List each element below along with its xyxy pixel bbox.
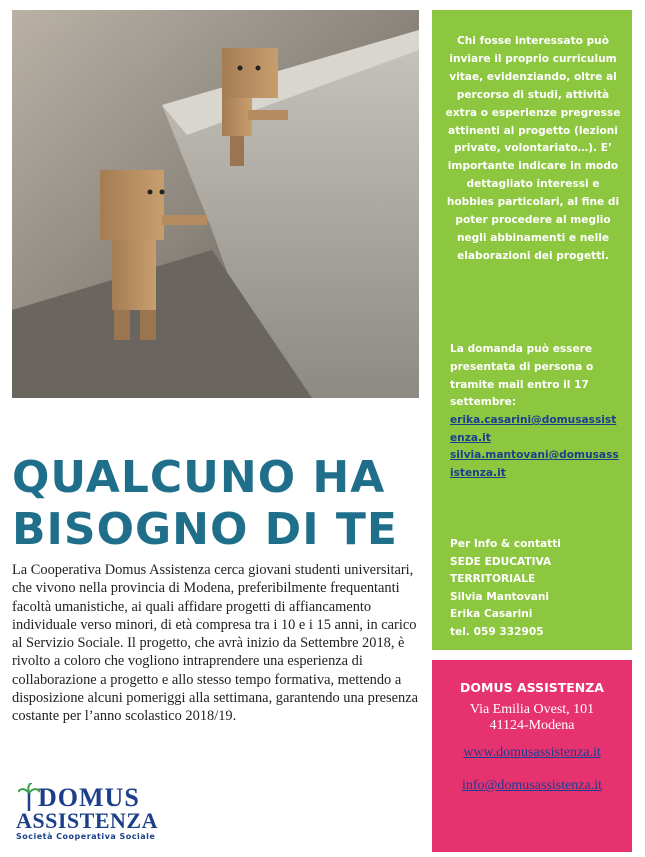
contact-name-1: Silvia Mantovani: [450, 590, 550, 603]
email-link-silvia[interactable]: silvia.mantovani@domusassistenza.it: [450, 449, 619, 479]
contact-name-2: Erika Casarini: [450, 608, 533, 621]
address-street: Via Emilia Ovest, 101: [469, 702, 595, 717]
headline: [12, 452, 422, 556]
domus-logo: [16, 783, 166, 843]
info-panel: [432, 10, 632, 650]
application-intro: Chi fosse interessato può inviare il proprio curriculum vitae, evidenziando, oltre al percorso di studi, attività extra o esperienze pregresse attinenti al progetto (lezioni private, volontariato…). E’ importante indicare in modo dettagliato interessi e hobbies particolari, al fine di poter procedere al meglio negli abbinamenti e nelle elaborazioni dei progetti.: [445, 35, 621, 262]
headline-line-1: QUALCUNO HA: [12, 452, 386, 503]
info-email-link[interactable]: info@domusassistenza.it: [461, 778, 603, 793]
contacts-office: SEDE EDUCATIVA TERRITORIALE: [450, 555, 552, 586]
company-address: [432, 702, 632, 734]
contacts-title: Per Info & contatti: [450, 538, 561, 550]
website-link[interactable]: www.domusassistenza.it: [463, 745, 601, 760]
address-city: 41124-Modena: [489, 718, 575, 733]
hero-photo: [12, 10, 419, 398]
contact-phone: tel. 059 332905: [450, 625, 544, 638]
description-paragraph: La Cooperativa Domus Assistenza cerca giovani studenti universitari, che vivono nella provincia di Modena, preferibilmente frequentanti facoltà umanistiche, ai quali affidare progetti di affiancamento individuale verso minori, di età compresa tra i 10 e i 15 anni, in carico al Servizio Sociale. Il progetto, che avrà inizio da Settembre 2018, è rivolto a coloro che vogliono intraprendere una esperienza di collaborazione a progetto e allo stesso tempo formativa, mettendo a disposizione alcuni pomeriggi alla settimana, garantendo una presenza costante per l’anno scolastico 2018/19.: [12, 562, 418, 725]
contact-block: [450, 536, 622, 642]
logo-line-1: DOMUS: [38, 783, 140, 812]
company-panel: [432, 660, 632, 852]
email-link-erika[interactable]: erika.casarini@domusassistenza.it: [450, 414, 617, 444]
palm-icon: [18, 783, 40, 811]
headline-line-2: BISOGNO DI TE: [12, 504, 398, 555]
logo-tagline: Società Cooperativa Sociale: [16, 832, 156, 841]
company-name: DOMUS ASSISTENZA: [460, 680, 604, 695]
email-list: [450, 412, 622, 482]
application-instructions: La domanda può essere presentata di persona o tramite mail entro il 17 settembre:: [450, 343, 594, 409]
logo-line-2: ASSISTENZA: [16, 808, 158, 833]
